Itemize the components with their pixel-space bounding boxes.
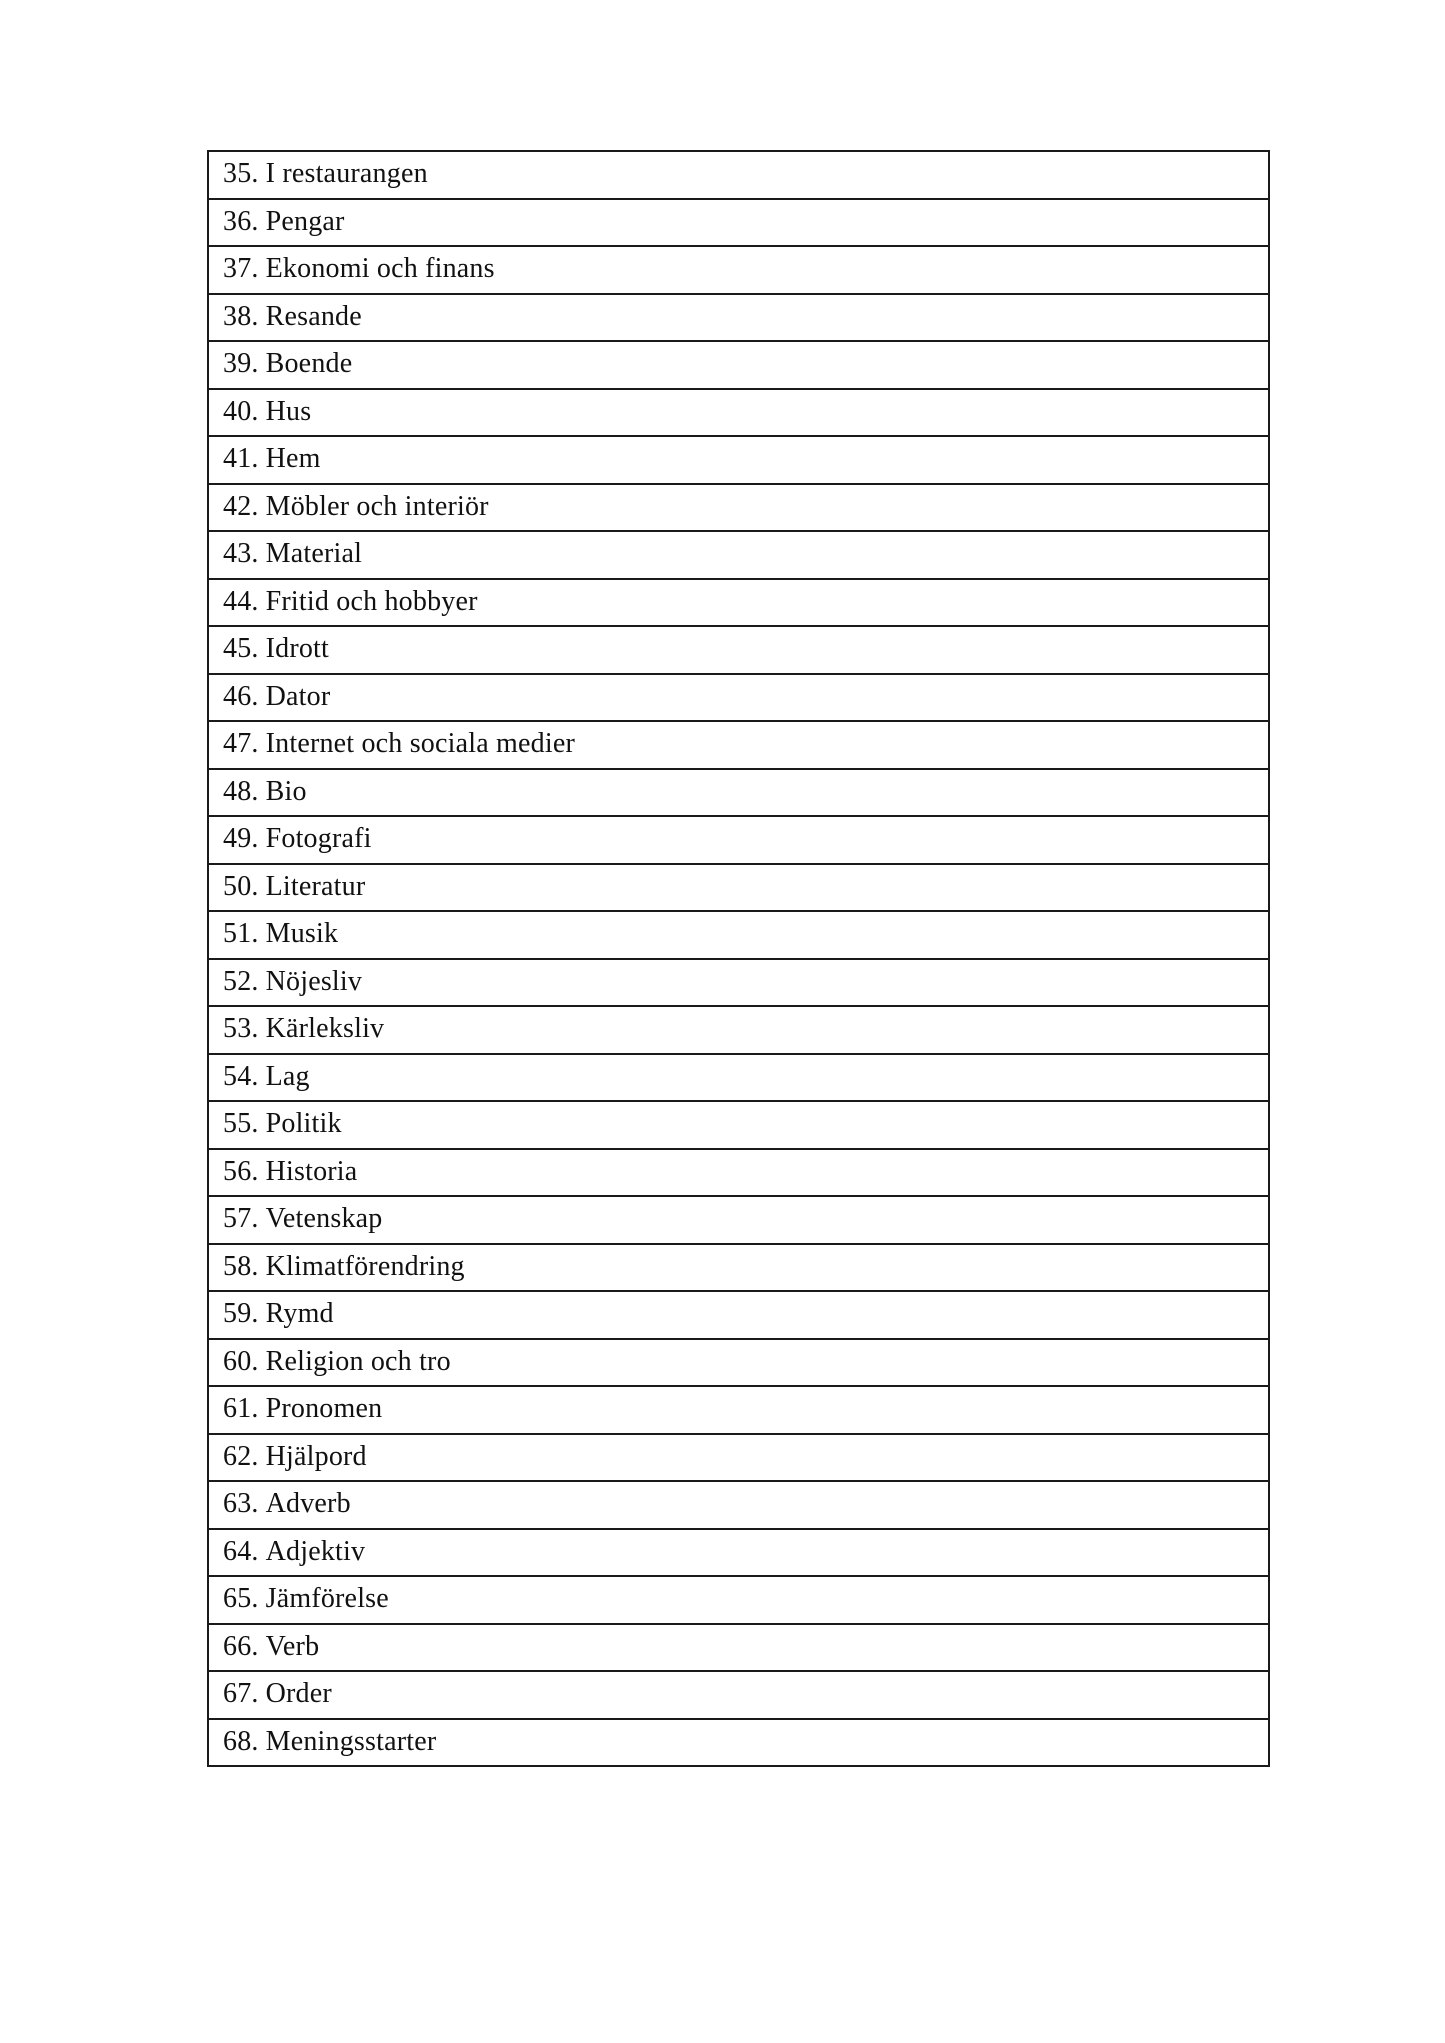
table-row[interactable] <box>208 1386 1269 1434</box>
entry-label: Kärleksliv <box>265 1013 385 1045</box>
entry-number: 44. <box>223 585 259 617</box>
table-row[interactable] <box>208 1671 1269 1719</box>
entry-number: 36. <box>223 205 259 237</box>
table-row[interactable] <box>208 199 1269 247</box>
table-row[interactable] <box>208 1196 1269 1244</box>
toc-entry[interactable] <box>208 1244 1269 1292</box>
entry-number: 41. <box>223 443 259 475</box>
table-row[interactable] <box>208 151 1269 199</box>
entry-label: Order <box>265 1678 332 1710</box>
toc-entry[interactable] <box>208 1529 1269 1577</box>
entry-number: 58. <box>223 1250 259 1282</box>
entry-label: Pengar <box>265 205 345 237</box>
entry-label: Historia <box>265 1155 358 1187</box>
entry-label: I restaurangen <box>265 158 428 190</box>
entry-label: Musik <box>265 918 339 950</box>
entry-label: Material <box>265 538 363 570</box>
toc-entry[interactable] <box>208 1054 1269 1102</box>
table-row[interactable] <box>208 1434 1269 1482</box>
toc-entry[interactable] <box>208 1719 1269 1767</box>
table-row[interactable] <box>208 294 1269 342</box>
entry-number: 40. <box>223 395 259 427</box>
table-of-contents <box>207 150 1270 1767</box>
entry-number: 43. <box>223 538 259 570</box>
table-row[interactable] <box>208 864 1269 912</box>
toc-entry[interactable] <box>208 341 1269 389</box>
entry-number: 63. <box>223 1488 259 1520</box>
toc-entry[interactable] <box>208 1006 1269 1054</box>
entry-label: Verb <box>265 1630 320 1662</box>
toc-entry[interactable] <box>208 484 1269 532</box>
entry-number: 46. <box>223 680 259 712</box>
toc-entry[interactable] <box>208 1386 1269 1434</box>
toc-entry[interactable] <box>208 1576 1269 1624</box>
toc-entry[interactable] <box>208 1481 1269 1529</box>
entry-number: 56. <box>223 1155 259 1187</box>
table-row[interactable] <box>208 769 1269 817</box>
entry-label: Adverb <box>265 1488 351 1520</box>
toc-entry[interactable] <box>208 199 1269 247</box>
table-row[interactable] <box>208 816 1269 864</box>
entry-number: 54. <box>223 1060 259 1092</box>
entry-label: Lag <box>265 1060 310 1092</box>
entry-number: 38. <box>223 300 259 332</box>
entry-label: Rymd <box>265 1298 334 1330</box>
entry-number: 39. <box>223 348 259 380</box>
table-row[interactable] <box>208 1101 1269 1149</box>
entry-label: Fritid och hobbyer <box>265 585 478 617</box>
table-row[interactable] <box>208 1149 1269 1197</box>
entry-number: 51. <box>223 918 259 950</box>
table-row[interactable] <box>208 436 1269 484</box>
entry-label: Hjälpord <box>265 1440 367 1472</box>
entry-label: Meningsstarter <box>265 1725 437 1757</box>
entry-number: 37. <box>223 253 259 285</box>
toc-entry[interactable] <box>208 721 1269 769</box>
table-row[interactable] <box>208 341 1269 389</box>
entry-label: Hus <box>265 395 312 427</box>
toc-entry[interactable] <box>208 1101 1269 1149</box>
entry-label: Idrott <box>265 633 330 665</box>
toc-entry[interactable] <box>208 864 1269 912</box>
entry-label: Resande <box>265 300 362 332</box>
toc-entry[interactable] <box>208 1624 1269 1672</box>
toc-entry[interactable] <box>208 389 1269 437</box>
toc-entry[interactable] <box>208 246 1269 294</box>
entry-number: 49. <box>223 823 259 855</box>
entry-label: Politik <box>265 1108 342 1140</box>
table-row[interactable] <box>208 1529 1269 1577</box>
entry-label: Pronomen <box>265 1393 383 1425</box>
toc-entry[interactable] <box>208 1339 1269 1387</box>
entry-number: 45. <box>223 633 259 665</box>
toc-entry[interactable] <box>208 531 1269 579</box>
entry-label: Möbler och interiör <box>265 490 489 522</box>
entry-number: 66. <box>223 1630 259 1662</box>
toc-entry[interactable] <box>208 1434 1269 1482</box>
entry-label: Ekonomi och finans <box>265 253 495 285</box>
table-row[interactable] <box>208 484 1269 532</box>
entry-number: 52. <box>223 965 259 997</box>
toc-entry[interactable] <box>208 769 1269 817</box>
table-row[interactable] <box>208 1481 1269 1529</box>
table-row[interactable] <box>208 1624 1269 1672</box>
toc-entry[interactable] <box>208 1196 1269 1244</box>
entry-label: Literatur <box>265 870 366 902</box>
table-row[interactable] <box>208 959 1269 1007</box>
entry-number: 35. <box>223 158 259 190</box>
toc-entry[interactable] <box>208 151 1269 199</box>
toc-entry[interactable] <box>208 294 1269 342</box>
table-row[interactable] <box>208 1006 1269 1054</box>
entry-number: 68. <box>223 1725 259 1757</box>
entry-label: Nöjesliv <box>265 965 363 997</box>
entry-number: 61. <box>223 1393 259 1425</box>
table-row[interactable] <box>208 626 1269 674</box>
toc-entry[interactable] <box>208 436 1269 484</box>
entry-label: Religion och tro <box>265 1345 451 1377</box>
table-row[interactable] <box>208 1054 1269 1102</box>
entry-label: Vetenskap <box>265 1203 383 1235</box>
table-row[interactable] <box>208 1244 1269 1292</box>
entry-label: Internet och sociala medier <box>265 728 575 760</box>
table-row[interactable] <box>208 721 1269 769</box>
table-row[interactable] <box>208 674 1269 722</box>
entry-label: Hem <box>265 443 321 475</box>
toc-entry[interactable] <box>208 816 1269 864</box>
entry-number: 53. <box>223 1013 259 1045</box>
entry-number: 47. <box>223 728 259 760</box>
entry-number: 67. <box>223 1678 259 1710</box>
entry-label: Dator <box>265 680 331 712</box>
entry-label: Fotografi <box>265 823 372 855</box>
entry-label: Bio <box>265 775 307 807</box>
table-row[interactable] <box>208 579 1269 627</box>
table-row[interactable] <box>208 1291 1269 1339</box>
entry-label: Klimatförendring <box>265 1250 465 1282</box>
toc-entry[interactable] <box>208 959 1269 1007</box>
table-row[interactable] <box>208 389 1269 437</box>
toc-entry[interactable] <box>208 579 1269 627</box>
entry-number: 42. <box>223 490 259 522</box>
toc-entry[interactable] <box>208 1291 1269 1339</box>
entry-number: 65. <box>223 1583 259 1615</box>
table-body <box>208 151 1269 1766</box>
entry-number: 59. <box>223 1298 259 1330</box>
entry-number: 60. <box>223 1345 259 1377</box>
entry-number: 55. <box>223 1108 259 1140</box>
entry-label: Boende <box>265 348 353 380</box>
toc-entry[interactable] <box>208 626 1269 674</box>
table-row[interactable] <box>208 1339 1269 1387</box>
entry-number: 64. <box>223 1535 259 1567</box>
table-row[interactable] <box>208 246 1269 294</box>
entry-number: 57. <box>223 1203 259 1235</box>
table-row[interactable] <box>208 1719 1269 1767</box>
table-row[interactable] <box>208 1576 1269 1624</box>
entry-number: 50. <box>223 870 259 902</box>
entry-label: Jämförelse <box>265 1583 389 1615</box>
toc-entry[interactable] <box>208 911 1269 959</box>
entry-number: 62. <box>223 1440 259 1472</box>
toc-entry[interactable] <box>208 674 1269 722</box>
entry-label: Adjektiv <box>265 1535 366 1567</box>
toc-entry[interactable] <box>208 1149 1269 1197</box>
entry-number: 48. <box>223 775 259 807</box>
table-row[interactable] <box>208 911 1269 959</box>
toc-entry[interactable] <box>208 1671 1269 1719</box>
table-row[interactable] <box>208 531 1269 579</box>
